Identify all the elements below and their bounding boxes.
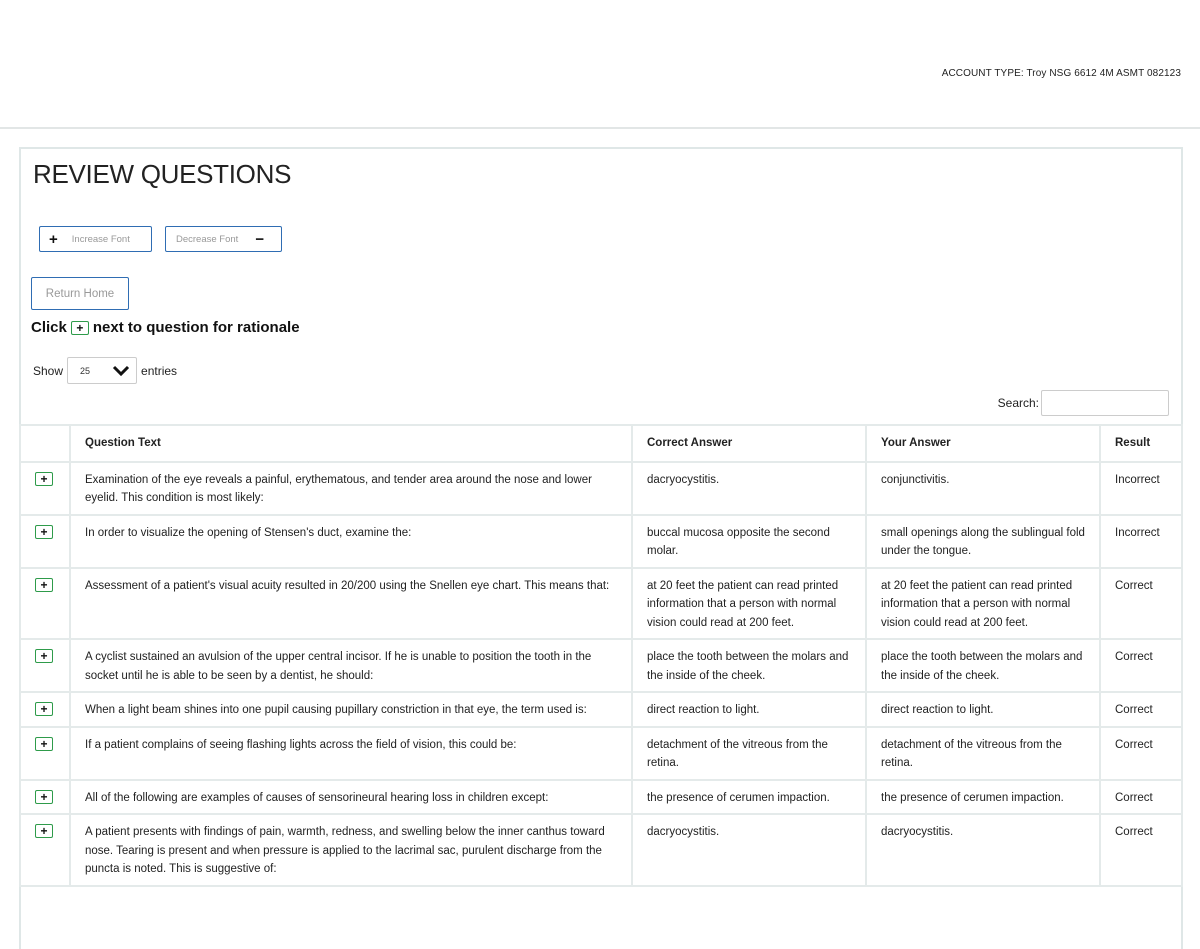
table-row [20,462,1182,515]
page-title: REVIEW QUESTIONS [33,159,292,189]
result-cell: Correct [1100,727,1182,780]
return-home-button[interactable]: Return Home [31,277,129,310]
table-row [20,692,1182,727]
expand-rationale-plus-icon[interactable]: + [35,649,53,663]
your-answer-cell: direct reaction to light. [866,692,1100,727]
expand-cell [20,639,70,692]
question-text-cell: A patient presents with findings of pain, warmth, redness, and swelling below the inner canthus toward nose. Tearing is present and when pressure is applied to the lacrimal sac, purulent discharge from the puncta is noted. This is suggestive of: [70,814,632,886]
expand-rationale-plus-icon[interactable]: + [35,737,53,751]
result-cell: Incorrect [1100,515,1182,568]
correct-answer-cell: place the tooth between the molars and the inside of the cheek. [632,639,866,692]
question-text-cell: If a patient complains of seeing flashing lights across the field of vision, this could be: [70,727,632,780]
your-answer-cell: dacryocystitis. [866,814,1100,886]
expand-cell [20,814,70,886]
expand-cell [20,515,70,568]
table-row [20,639,1182,692]
table-row [20,780,1182,815]
expand-cell [20,692,70,727]
correct-answer-cell: direct reaction to light. [632,692,866,727]
question-text-cell: Examination of the eye reveals a painful, erythematous, and tender area around the nose and lower eyelid. This condition is most likely: [70,462,632,515]
your-answer-cell: detachment of the vitreous from the retina. [866,727,1100,780]
question-text-cell: A cyclist sustained an avulsion of the upper central incisor. If he is unable to position the tooth in the socket until he is able to be seen by a dentist, he should: [70,639,632,692]
expand-rationale-plus-icon[interactable]: + [35,824,53,838]
increase-font-button[interactable] [39,226,152,252]
review-panel [19,147,1183,949]
result-cell: Correct [1100,568,1182,640]
table-row [20,727,1182,780]
column-header-result[interactable]: Result [1100,425,1182,462]
entries-length-control [33,357,177,384]
question-text-cell: Assessment of a patient's visual acuity resulted in 20/200 using the Snellen eye chart. This means that: [70,568,632,640]
result-cell: Correct [1100,639,1182,692]
correct-answer-cell: at 20 feet the patient can read printed information that a person with normal vision could read at 200 feet. [632,568,866,640]
your-answer-cell: at 20 feet the patient can read printed information that a person with normal vision could read at 200 feet. [866,568,1100,640]
plus-icon: + [71,321,89,335]
expand-rationale-plus-icon[interactable]: + [35,578,53,592]
correct-answer-cell: the presence of cerumen impaction. [632,780,866,815]
expand-cell [20,780,70,815]
result-cell: Incorrect [1100,462,1182,515]
your-answer-cell: the presence of cerumen impaction. [866,780,1100,815]
review-questions-table [19,424,1183,887]
entries-select-value: 25 [80,365,91,376]
correct-answer-cell: dacryocystitis. [632,462,866,515]
expand-cell [20,462,70,515]
instruction-suffix: next to question for rationale [92,319,300,336]
show-label: Show [33,363,64,378]
your-answer-cell: conjunctivitis. [866,462,1100,515]
question-text-cell: All of the following are examples of causes of sensorineural hearing loss in children except: [70,780,632,815]
table-row [20,568,1182,640]
minus-icon: − [255,230,265,248]
instruction-prefix: Click [31,319,67,336]
expand-rationale-plus-icon[interactable]: + [35,472,53,486]
plus-icon: + [49,230,58,248]
chevron-down-icon [112,365,130,377]
table-header-row [20,425,1182,462]
table-search [998,390,1169,416]
decrease-font-button[interactable] [165,226,282,252]
expand-rationale-plus-icon[interactable]: + [35,525,53,539]
table-row [20,814,1182,886]
search-input[interactable] [1041,390,1169,416]
your-answer-cell: place the tooth between the molars and the inside of the cheek. [866,639,1100,692]
account-type: ACCOUNT TYPE: Troy NSG 6612 4M ASMT 082123 [941,68,1181,79]
column-header-correct-answer[interactable]: Correct Answer [632,425,866,462]
correct-answer-cell: dacryocystitis. [632,814,866,886]
correct-answer-cell: detachment of the vitreous from the retina. [632,727,866,780]
rationale-instruction [31,319,300,336]
question-text-cell: When a light beam shines into one pupil causing pupillary constriction in that eye, the term used is: [70,692,632,727]
decrease-font-label: Decrease Font [176,233,239,245]
result-cell: Correct [1100,692,1182,727]
expand-rationale-plus-icon[interactable]: + [35,790,53,804]
correct-answer-cell: buccal mucosa opposite the second molar. [632,515,866,568]
increase-font-label: Increase Font [71,233,130,245]
question-text-cell: In order to visualize the opening of Stensen's duct, examine the: [70,515,632,568]
column-header-your-answer[interactable]: Your Answer [866,425,1100,462]
result-cell: Correct [1100,780,1182,815]
expand-cell [20,568,70,640]
expand-rationale-plus-icon[interactable]: + [35,702,53,716]
column-header-question-text[interactable]: Question Text [70,425,632,462]
entries-select[interactable] [67,357,137,384]
your-answer-cell: small openings along the sublingual fold under the tongue. [866,515,1100,568]
top-header [0,0,1200,129]
column-header-expand [20,425,70,462]
entries-label: entries [141,363,178,378]
result-cell: Correct [1100,814,1182,886]
expand-cell [20,727,70,780]
table-row [20,515,1182,568]
search-label: Search: [997,396,1039,410]
